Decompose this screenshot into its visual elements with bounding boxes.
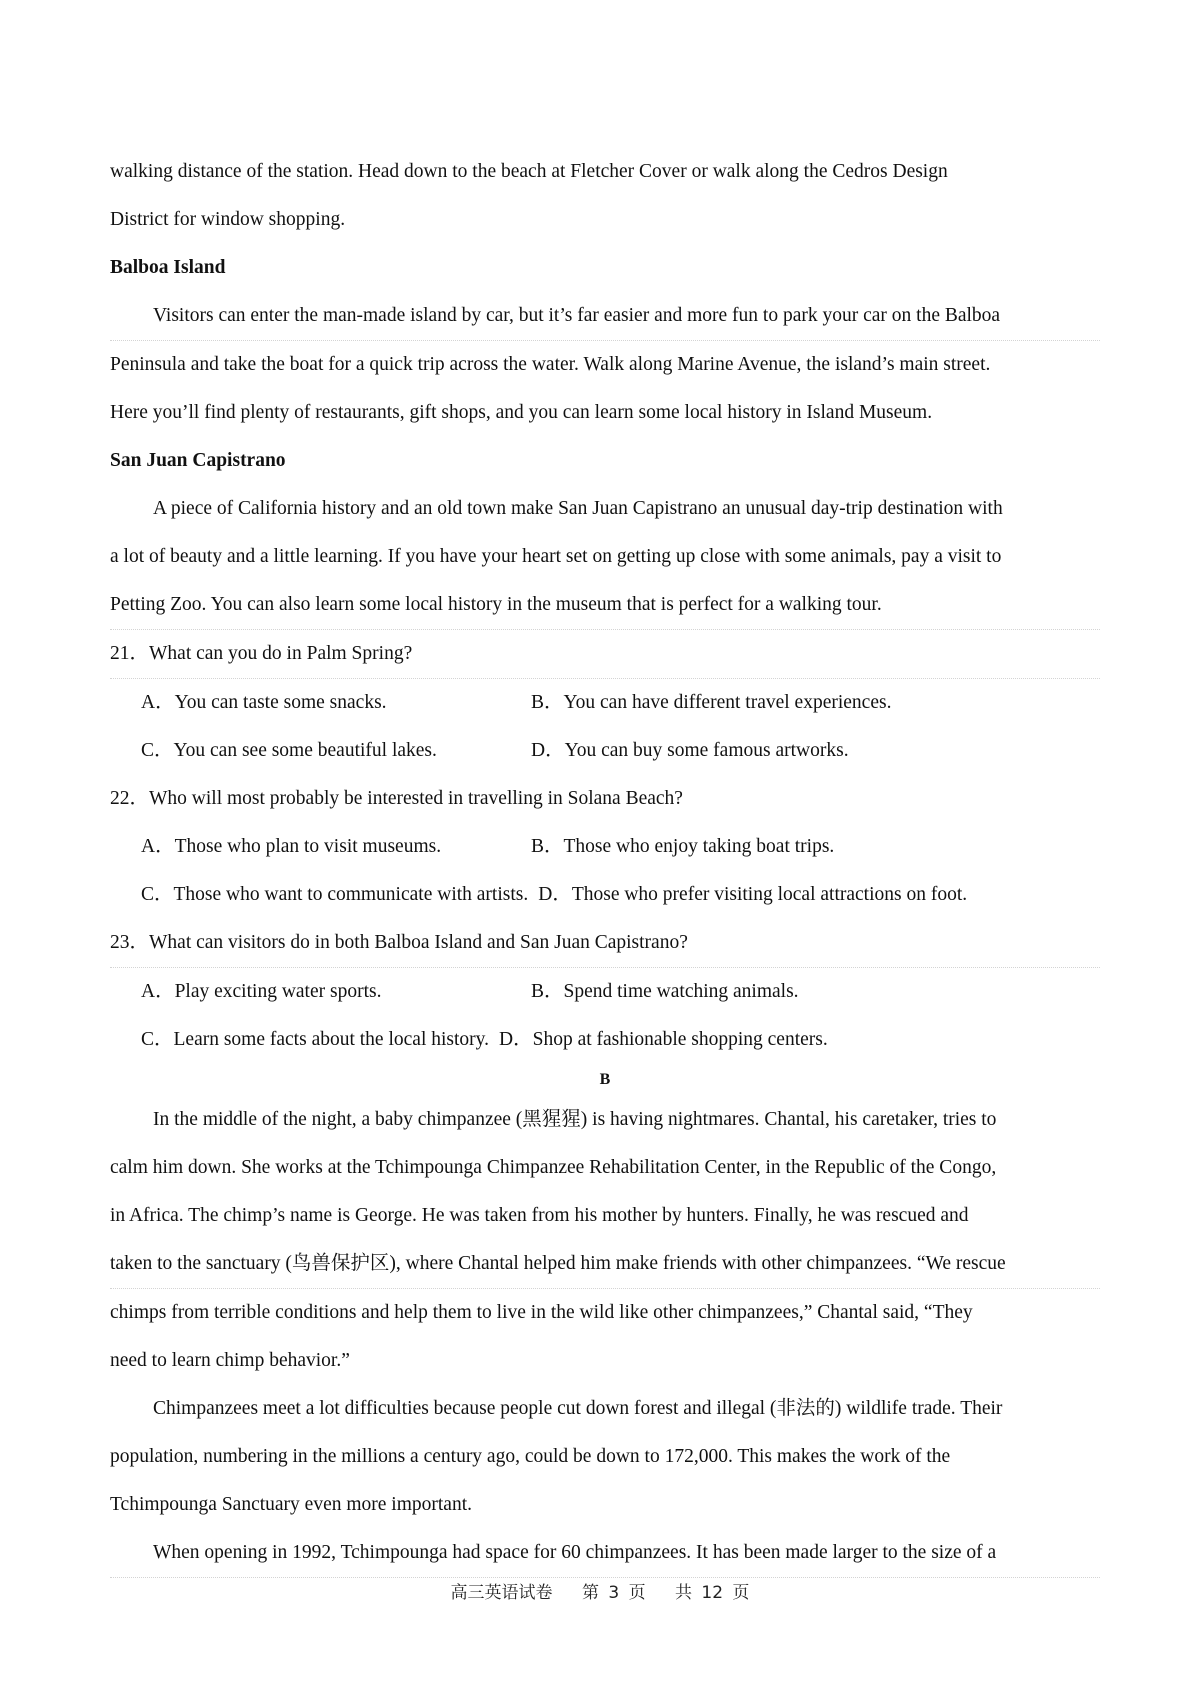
option-row	[110, 823, 1100, 871]
option-b: B．Spend time watching animals.	[531, 981, 799, 1002]
option-c: C．Those who want to communicate with artists.	[141, 884, 529, 905]
option-row	[110, 679, 1100, 727]
footer-exam-title: 高三英语试卷	[450, 1583, 553, 1603]
passage-line: Here you’ll find plenty of restaurants, gift shops, and you can learn some local history in Island Museum.	[110, 402, 933, 423]
section-heading-capistrano: San Juan Capistrano	[110, 450, 286, 471]
question-text: What can visitors do in both Balboa Island and San Juan Capistrano?	[149, 932, 688, 953]
passage-line: Chimpanzees meet a lot difficulties because people cut down forest and illegal (非法的) wildlife trade. Their	[153, 1398, 1003, 1419]
passage-line: Tchimpounga Sanctuary even more important.	[110, 1494, 472, 1515]
passage-line: a lot of beauty and a little learning. If you have your heart set on getting up close with some animals, pay a visit to	[110, 546, 1002, 567]
question-number: 22．	[110, 788, 150, 809]
exam-page	[110, 148, 1100, 1578]
option-a: A．Play exciting water sports.	[141, 981, 382, 1002]
question-23	[110, 919, 1100, 968]
footer-total-pages: 共 12 页	[674, 1583, 750, 1603]
option-row	[110, 1016, 1100, 1064]
option-a: A．You can taste some snacks.	[141, 692, 387, 713]
option-d: D．Shop at fashionable shopping centers.	[499, 1029, 828, 1050]
passage-line: Peninsula and take the boat for a quick trip across the water. Walk along Marine Avenue, the island’s main street.	[110, 354, 991, 375]
passage-line: walking distance of the station. Head down to the beach at Fletcher Cover or walk along the Cedros Design	[110, 161, 948, 182]
option-b: B．You can have different travel experiences.	[531, 692, 892, 713]
passage-line: A piece of California history and an old town make San Juan Capistrano an unusual day-trip destination with	[153, 498, 1003, 519]
question-text: Who will most probably be interested in travelling in Solana Beach?	[149, 788, 683, 809]
option-row	[110, 871, 1100, 919]
option-c: C．Learn some facts about the local history.	[141, 1029, 490, 1050]
option-c: C．You can see some beautiful lakes.	[141, 740, 437, 761]
question-number: 21．	[110, 643, 150, 664]
option-d: D．You can buy some famous artworks.	[531, 740, 849, 761]
passage-line: chimps from terrible conditions and help them to live in the wild like other chimpanzees,” Chantal said, “They	[110, 1302, 973, 1323]
passage-line: in Africa. The chimp’s name is George. He was taken from his mother by hunters. Finally, he was rescued and	[110, 1205, 969, 1226]
passage-line: In the middle of the night, a baby chimpanzee (黑猩猩) is having nightmares. Chantal, his caretaker, tries to	[153, 1109, 997, 1130]
passage-line: need to learn chimp behavior.”	[110, 1350, 350, 1371]
passage-line: taken to the sanctuary (鸟兽保护区), where Chantal helped him make friends with other chimpanzees. “We rescue	[110, 1240, 1100, 1289]
passage-line: District for window shopping.	[110, 209, 346, 230]
passage-line: calm him down. She works at the Tchimpounga Chimpanzee Rehabilitation Center, in the Republic of the Congo,	[110, 1157, 997, 1178]
section-heading-balboa: Balboa Island	[110, 257, 226, 278]
passage-line: Visitors can enter the man-made island by car, but it’s far easier and more fun to park your car on the Balboa	[110, 292, 1100, 341]
passage-line: Petting Zoo. You can also learn some local history in the museum that is perfect for a walking tour.	[110, 581, 1100, 630]
option-row	[110, 727, 1100, 775]
passage-line: When opening in 1992, Tchimpounga had space for 60 chimpanzees. It has been made larger to the size of a	[110, 1529, 1100, 1578]
question-22	[110, 775, 1100, 823]
option-b: B．Those who enjoy taking boat trips.	[531, 836, 835, 857]
question-number: 23．	[110, 932, 150, 953]
section-b-label: B	[599, 1071, 611, 1088]
option-row	[110, 968, 1100, 1016]
passage-line: population, numbering in the millions a century ago, could be down to 172,000. This makes the work of the	[110, 1446, 951, 1467]
page-footer	[0, 1578, 1200, 1603]
footer-page-number: 第 3 页	[581, 1583, 646, 1603]
question-text: What can you do in Palm Spring?	[149, 643, 413, 664]
option-d: D．Those who prefer visiting local attractions on foot.	[538, 884, 968, 905]
option-a: A．Those who plan to visit museums.	[141, 836, 442, 857]
question-21	[110, 630, 1100, 679]
